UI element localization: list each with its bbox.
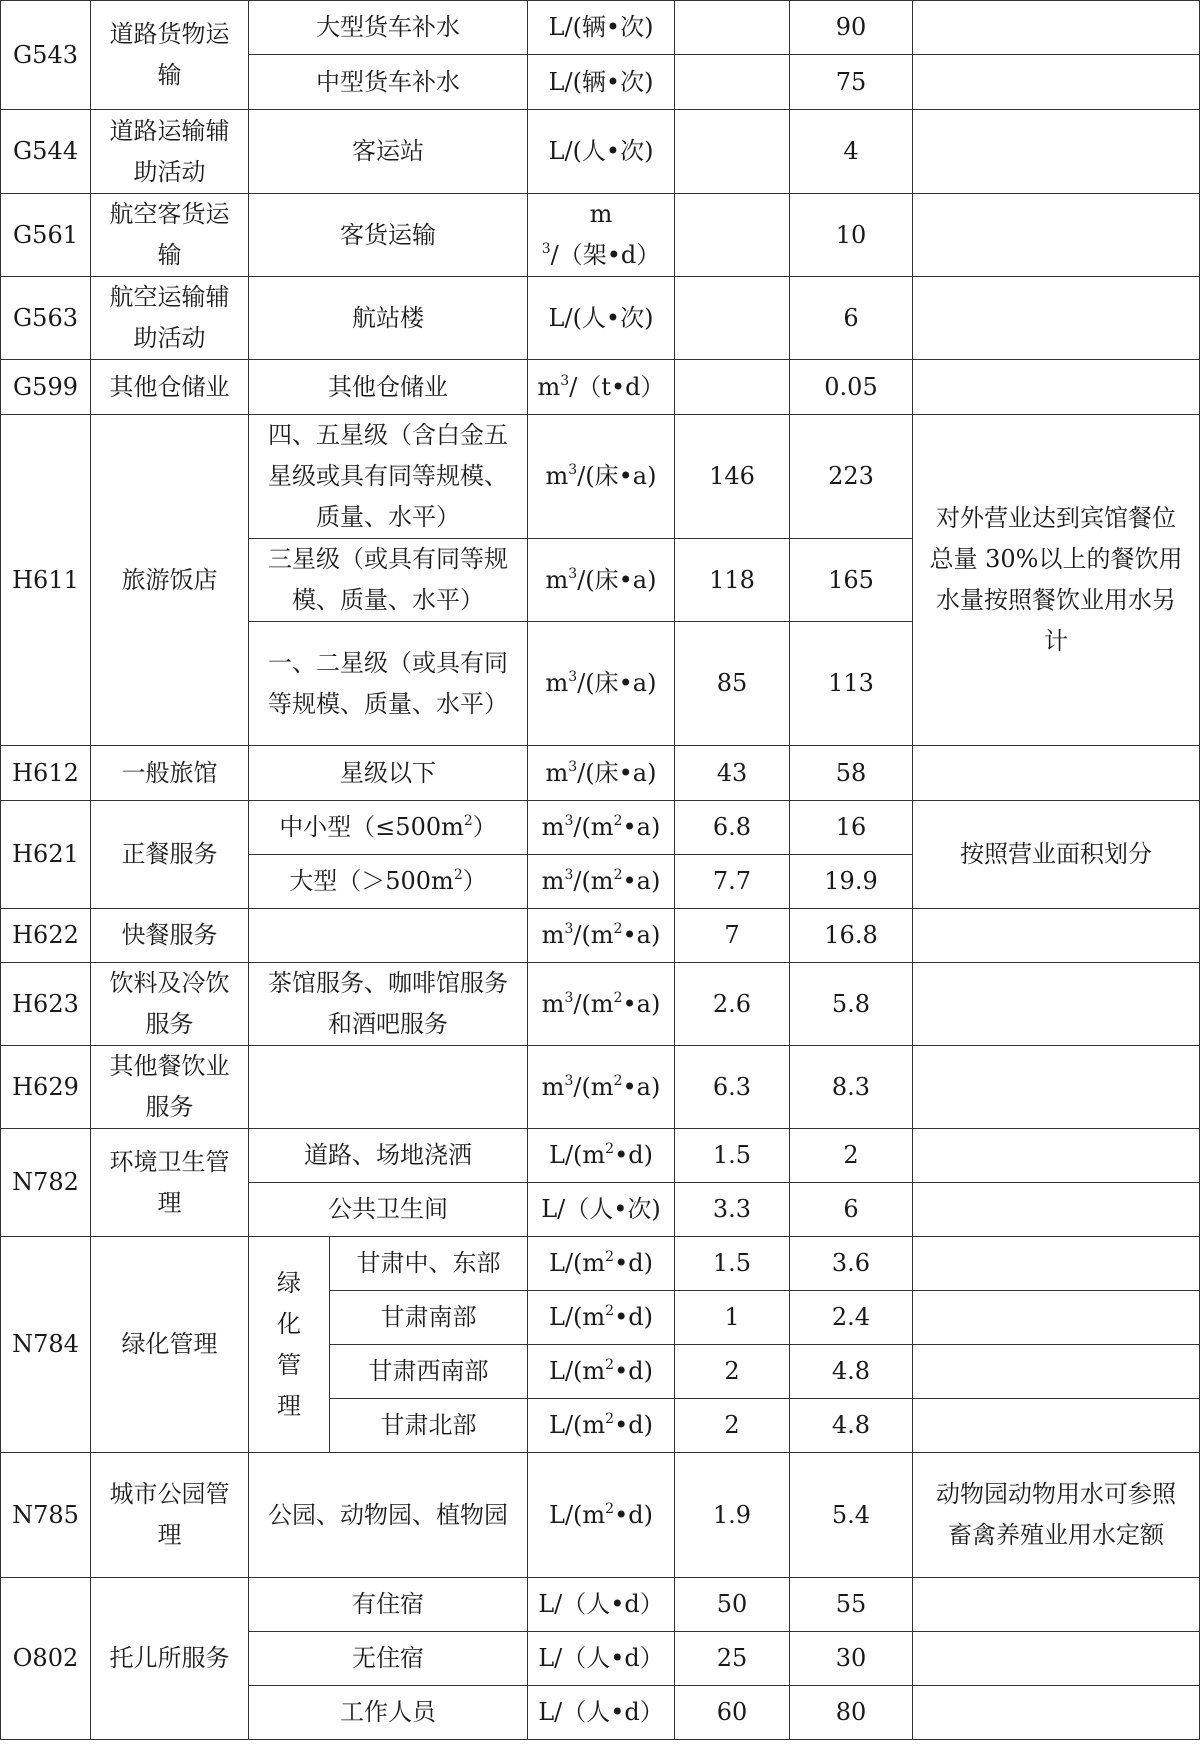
note bbox=[913, 55, 1200, 110]
unit: $L/(m^2•d)$ bbox=[528, 1129, 675, 1183]
unit: $m^3/(m^2•a)$ bbox=[528, 801, 675, 855]
table-row bbox=[1, 1129, 1200, 1183]
industry-code: G543 bbox=[1, 1, 91, 110]
note bbox=[913, 1237, 1200, 1291]
quota-value-1: 1.9 bbox=[675, 1453, 790, 1578]
quota-value-2: 113 bbox=[790, 622, 913, 746]
item-name: 甘肃北部 bbox=[330, 1399, 528, 1453]
unit: L/（人•d） bbox=[528, 1686, 675, 1740]
industry-name: 航空客货运输 bbox=[91, 194, 249, 277]
item-name: 三星级（或具有同等规模、质量、水平） bbox=[249, 539, 528, 622]
note bbox=[913, 1183, 1200, 1237]
quota-value-1 bbox=[675, 194, 790, 277]
quota-value-1: 6.8 bbox=[675, 801, 790, 855]
industry-code: H612 bbox=[1, 746, 91, 801]
unit: $L/(m^2•d)$ bbox=[528, 1399, 675, 1453]
quota-value-1: 60 bbox=[675, 1686, 790, 1740]
note bbox=[913, 110, 1200, 194]
table-row bbox=[1, 746, 1200, 801]
quota-value-1 bbox=[675, 55, 790, 110]
unit: $m^3/$(床•a) bbox=[528, 622, 675, 746]
note bbox=[913, 360, 1200, 415]
quota-value-1: 146 bbox=[675, 415, 790, 539]
note: 对外营业达到宾馆餐位总量 30%以上的餐饮用水量按照餐饮业用水另计 bbox=[913, 415, 1200, 746]
note bbox=[913, 1291, 1200, 1345]
industry-name: 其他餐饮业服务 bbox=[91, 1046, 249, 1129]
note bbox=[913, 1129, 1200, 1183]
table-row bbox=[1, 1453, 1200, 1578]
note bbox=[913, 1686, 1200, 1740]
item-name: 甘肃南部 bbox=[330, 1291, 528, 1345]
quota-value-2: 4 bbox=[790, 110, 913, 194]
note: 动物园动物用水可参照畜禽养殖业用水定额 bbox=[913, 1453, 1200, 1578]
unit: L/（人•d） bbox=[528, 1578, 675, 1632]
table-row bbox=[1, 1237, 1200, 1291]
quota-value-2: 90 bbox=[790, 1, 913, 55]
item-name: 无住宿 bbox=[249, 1632, 528, 1686]
quota-value-1: 6.3 bbox=[675, 1046, 790, 1129]
unit: L/（人•d） bbox=[528, 1632, 675, 1686]
quota-value-1: 85 bbox=[675, 622, 790, 746]
note bbox=[913, 1345, 1200, 1399]
note bbox=[913, 277, 1200, 360]
unit: $L/(m^2•d)$ bbox=[528, 1453, 675, 1578]
note bbox=[913, 1, 1200, 55]
quota-value-1: 2 bbox=[675, 1345, 790, 1399]
sub-category: 绿化管理 bbox=[249, 1237, 330, 1453]
industry-name: 托儿所服务 bbox=[91, 1578, 249, 1740]
item-name: 公共卫生间 bbox=[249, 1183, 528, 1237]
quota-value-1 bbox=[675, 1, 790, 55]
industry-code: H623 bbox=[1, 963, 91, 1046]
table-row bbox=[1, 194, 1200, 277]
unit: L/（人•次) bbox=[528, 1183, 675, 1237]
industry-name: 航空运输辅助活动 bbox=[91, 277, 249, 360]
industry-name: 饮料及冷饮服务 bbox=[91, 963, 249, 1046]
note bbox=[913, 1399, 1200, 1453]
note bbox=[913, 963, 1200, 1046]
quota-value-1: 1 bbox=[675, 1291, 790, 1345]
quota-value-2: 2.4 bbox=[790, 1291, 913, 1345]
unit: L/(辆•次) bbox=[528, 55, 675, 110]
industry-name: 一般旅馆 bbox=[91, 746, 249, 801]
item-name: 甘肃西南部 bbox=[330, 1345, 528, 1399]
unit: $m^3/$(床•a) bbox=[528, 415, 675, 539]
unit: $m^3/$(床•a) bbox=[528, 746, 675, 801]
industry-name: 正餐服务 bbox=[91, 801, 249, 909]
quota-value-2: 80 bbox=[790, 1686, 913, 1740]
industry-code: H621 bbox=[1, 801, 91, 909]
item-name: 其他仓储业 bbox=[249, 360, 528, 415]
unit: L/(辆•次) bbox=[528, 1, 675, 55]
quota-value-2: 5.8 bbox=[790, 963, 913, 1046]
quota-value-2: 3.6 bbox=[790, 1237, 913, 1291]
item-name: 星级以下 bbox=[249, 746, 528, 801]
industry-name: 绿化管理 bbox=[91, 1237, 249, 1453]
quota-value-2: 5.4 bbox=[790, 1453, 913, 1578]
industry-code: G599 bbox=[1, 360, 91, 415]
quota-value-1: 7 bbox=[675, 909, 790, 963]
quota-value-2: 75 bbox=[790, 55, 913, 110]
quota-value-2: 16 bbox=[790, 801, 913, 855]
quota-value-1: 1.5 bbox=[675, 1129, 790, 1183]
item-name: 有住宿 bbox=[249, 1578, 528, 1632]
note bbox=[913, 1046, 1200, 1129]
industry-code: O802 bbox=[1, 1578, 91, 1740]
unit: $m^3/(m^2•a)$ bbox=[528, 855, 675, 909]
quota-value-1: 7.7 bbox=[675, 855, 790, 909]
quota-value-2: 10 bbox=[790, 194, 913, 277]
unit: L/(人•次) bbox=[528, 110, 675, 194]
industry-code: G544 bbox=[1, 110, 91, 194]
note bbox=[913, 1632, 1200, 1686]
item-name: 茶馆服务、咖啡馆服务和酒吧服务 bbox=[249, 963, 528, 1046]
item-name: 道路、场地浇洒 bbox=[249, 1129, 528, 1183]
quota-value-2: 16.8 bbox=[790, 909, 913, 963]
table-row bbox=[1, 1, 1200, 55]
industry-name: 旅游饭店 bbox=[91, 415, 249, 746]
item-name: 客运站 bbox=[249, 110, 528, 194]
quota-value-1: 1.5 bbox=[675, 1237, 790, 1291]
note bbox=[913, 909, 1200, 963]
quota-value-1: 3.3 bbox=[675, 1183, 790, 1237]
unit: $m^3/$（架•d） bbox=[528, 194, 675, 277]
quota-value-2: 8.3 bbox=[790, 1046, 913, 1129]
unit: $m^3/(t•d)$ bbox=[528, 360, 675, 415]
unit: $m^3/(m^2•a)$ bbox=[528, 1046, 675, 1129]
table-row bbox=[1, 110, 1200, 194]
note bbox=[913, 1578, 1200, 1632]
quota-value-1: 2 bbox=[675, 1399, 790, 1453]
item-name bbox=[249, 1046, 528, 1129]
item-name: 一、二星级（或具有同等规模、质量、水平） bbox=[249, 622, 528, 746]
quota-value-1: 43 bbox=[675, 746, 790, 801]
quota-value-1 bbox=[675, 110, 790, 194]
item-name: 航站楼 bbox=[249, 277, 528, 360]
unit: $m^3/(m^2•a)$ bbox=[528, 963, 675, 1046]
quota-value-2: 30 bbox=[790, 1632, 913, 1686]
item-name: 甘肃中、东部 bbox=[330, 1237, 528, 1291]
industry-code: N784 bbox=[1, 1237, 91, 1453]
industry-name: 快餐服务 bbox=[91, 909, 249, 963]
quota-value-1: 118 bbox=[675, 539, 790, 622]
item-name: 中小型$(\le 500m^2)$ bbox=[249, 801, 528, 855]
note bbox=[913, 746, 1200, 801]
quota-value-2: 55 bbox=[790, 1578, 913, 1632]
unit: L/(人•次) bbox=[528, 277, 675, 360]
quota-value-2: 165 bbox=[790, 539, 913, 622]
quota-value-2: 4.8 bbox=[790, 1345, 913, 1399]
unit: $L/(m^2•d)$ bbox=[528, 1345, 675, 1399]
table-row bbox=[1, 360, 1200, 415]
quota-value-2: 6 bbox=[790, 277, 913, 360]
industry-name: 道路货物运输 bbox=[91, 1, 249, 110]
industry-code: G563 bbox=[1, 277, 91, 360]
quota-value-2: 4.8 bbox=[790, 1399, 913, 1453]
table-row bbox=[1, 1578, 1200, 1632]
quota-value-1: 2.6 bbox=[675, 963, 790, 1046]
table-row bbox=[1, 415, 1200, 539]
item-name bbox=[249, 909, 528, 963]
quota-value-2: 19.9 bbox=[790, 855, 913, 909]
unit: $L/(m^2•d)$ bbox=[528, 1291, 675, 1345]
quota-value-2: 6 bbox=[790, 1183, 913, 1237]
quota-value-1: 25 bbox=[675, 1632, 790, 1686]
quota-value-2: 2 bbox=[790, 1129, 913, 1183]
item-name: 公园、动物园、植物园 bbox=[249, 1453, 528, 1578]
industry-code: H629 bbox=[1, 1046, 91, 1129]
item-name: 大型货车补水 bbox=[249, 1, 528, 55]
table-row bbox=[1, 801, 1200, 855]
quota-value-1 bbox=[675, 277, 790, 360]
table-row bbox=[1, 1046, 1200, 1129]
unit: $m^3/(m^2•a)$ bbox=[528, 909, 675, 963]
industry-code: N785 bbox=[1, 1453, 91, 1578]
industry-code: H622 bbox=[1, 909, 91, 963]
item-name: 工作人员 bbox=[249, 1686, 528, 1740]
unit: $m^3/$(床•a) bbox=[528, 539, 675, 622]
quota-value-2: 58 bbox=[790, 746, 913, 801]
note: 按照营业面积划分 bbox=[913, 801, 1200, 909]
industry-name: 环境卫生管理 bbox=[91, 1129, 249, 1237]
quota-value-1: 50 bbox=[675, 1578, 790, 1632]
industry-name: 城市公园管理 bbox=[91, 1453, 249, 1578]
industry-name: 其他仓储业 bbox=[91, 360, 249, 415]
item-name: 大型$(>500m^2)$ bbox=[249, 855, 528, 909]
quota-value-2: 0.05 bbox=[790, 360, 913, 415]
note bbox=[913, 194, 1200, 277]
industry-name: 道路运输辅助活动 bbox=[91, 110, 249, 194]
industry-code: G561 bbox=[1, 194, 91, 277]
industry-code: H611 bbox=[1, 415, 91, 746]
table-row bbox=[1, 909, 1200, 963]
quota-value-2: 223 bbox=[790, 415, 913, 539]
table-row bbox=[1, 277, 1200, 360]
item-name: 中型货车补水 bbox=[249, 55, 528, 110]
unit: $L/(m^2•d)$ bbox=[528, 1237, 675, 1291]
industry-code: N782 bbox=[1, 1129, 91, 1237]
table-row bbox=[1, 963, 1200, 1046]
item-name: 客货运输 bbox=[249, 194, 528, 277]
quota-value-1 bbox=[675, 360, 790, 415]
item-name: 四、五星级（含白金五星级或具有同等规模、质量、水平） bbox=[249, 415, 528, 539]
